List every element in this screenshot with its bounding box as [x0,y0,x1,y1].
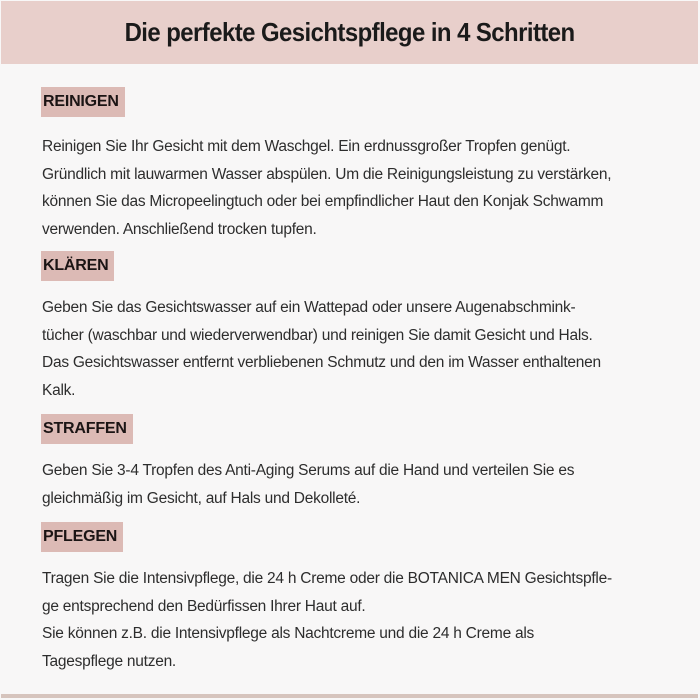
footer-divider [1,694,698,698]
text-line: Geben Sie das Gesichtswasser auf ein Wattepad oder unsere Augenabschmink- [42,299,576,316]
text-line: gleichmäßig im Gesicht, auf Hals und Dekolleté. [42,489,361,507]
text-line: Sie können z.B. die Intensivpflege als Nachtcreme und die 24 h Creme als [42,625,535,642]
step-label: REINIGEN [41,87,125,117]
step-label: PFLEGEN [41,522,123,552]
step-description [42,565,682,675]
text-line: Geben Sie 3-4 Tropfen des Anti-Aging Serums auf die Hand und verteilen Sie es [42,462,575,479]
text-line: Gründlich mit lauwarmen Wasser abspülen. Um die Reinigungsleistung zu verstärken, [42,165,612,183]
step-label: STRAFFEN [41,414,133,444]
text-line: Tragen Sie die Intensivpflege, die 24 h Creme oder die BOTANICA MEN Gesichtspfle- [42,570,612,587]
step-label: KLÄREN [41,251,114,281]
text-line: Das Gesichtswasser entfernt verbliebenen Schmutz und den im Wasser enthaltenen [42,354,601,371]
text-line: Reinigen Sie Ihr Gesicht mit dem Waschgel. Ein erdnussgroßer Tropfen genügt. [42,138,571,155]
step-description [42,457,682,512]
text-line: tücher (waschbar und wiederverwendbar) und reinigen Sie damit Gesicht und Hals. [42,326,593,344]
text-line: können Sie das Micropeelingtuch oder bei empfindlicher Haut den Konjak Schwamm [42,193,604,210]
step-klaeren [42,251,682,404]
step-description [42,133,682,243]
text-line: verwenden. Anschließend trocken tupfen. [42,220,317,238]
page-title: Die perfekte Gesichtspflege in 4 Schritten [124,17,575,47]
text-line: Tagespflege nutzen. [42,652,176,670]
text-line: ge entsprechend den Bedürfissen Ihrer Haut auf. [42,597,366,615]
step-pflegen [42,522,682,675]
step-straffen [42,414,682,512]
step-reinigen [42,87,682,243]
title-banner [1,1,698,64]
step-description [42,294,682,404]
text-line: Kalk. [42,381,76,399]
